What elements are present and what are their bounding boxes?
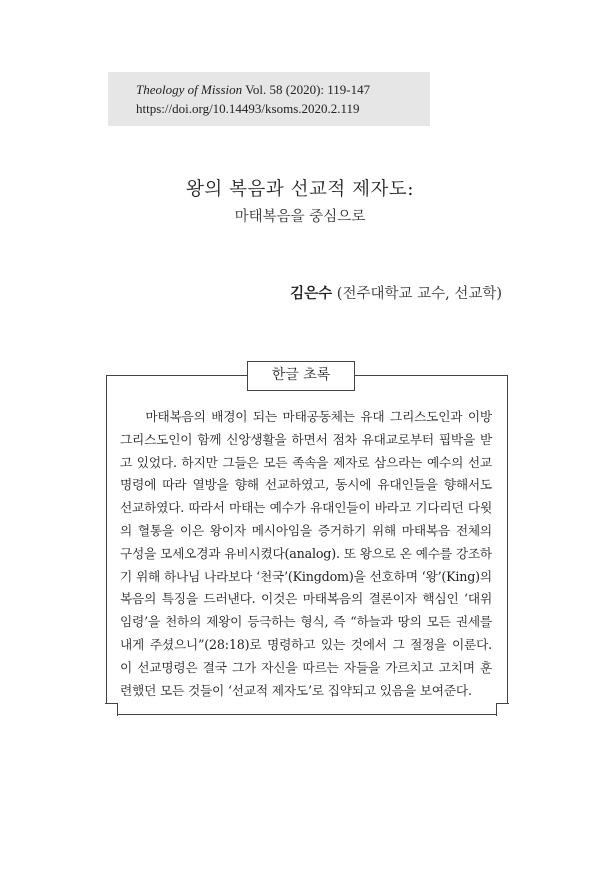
abstract-label: 한글 초록: [247, 361, 355, 391]
frame-corner-left: [105, 703, 118, 716]
journal-header: [108, 72, 430, 126]
frame-corner-right: [496, 703, 509, 716]
paper-title: 왕의 복음과 선교적 제자도:: [186, 179, 414, 200]
abstract-body: 마태복음의 배경이 되는 마태공동체는 유대 그리스도인과 이방 그리스도인이 함께 신앙생활을 하면서 점차 유대교로부터 핍박을 받고 있었다. 하지만 그들은 모든 족속을 제자로 삼으라는 예수의 선교명령에 따라 열방을 향해 선교하였고, 동시에 유대인들을 향해서도 선교하였다. 따라서 마태는 예수가 유대인들이 바라고 기다리던 다윗의 혈통을 이은 왕이자 메시아임을 증거하기 위해 마태복음 전체의 구성을 모세오경과 유비시켰다(analog). 또 왕으로 온 예수를 강조하기 위해 하나님 나라보다 ‘천국’(Kingdom)을 선호하며 ‘왕’(King)의 복음의 특징을 드러낸다. 이것은 마태복음의 결론이자 핵심인 ‘대위임령’을 천하의 제왕이 등극하는 형식, 즉 “하늘과 땅의 모든 권세를 내게 주셨으니”(28:18)로 명령하고 있는 것에서 그 절정을 이룬다. 이 선교명령은 결국 그가 자신을 따르는 자들을 가르치고 고치며 훈련했던 모든 것들이 ‘선교적 제자도’로 집약되고 있음을 보여준다.: [120, 409, 492, 698]
doi-link[interactable]: https://doi.org/10.14493/ksoms.2020.2.119: [136, 101, 360, 116]
paper-subtitle: 마태복음을 중심으로: [234, 209, 366, 225]
journal-name: Theology of Mission: [136, 82, 243, 97]
volume-info: Vol. 58 (2020): 119-147: [245, 82, 371, 97]
author-name: 김은수: [290, 285, 333, 302]
author-affiliation: (전주대학교 교수, 선교학): [336, 286, 502, 302]
author-line: [290, 282, 502, 303]
citation-line: [136, 80, 430, 99]
